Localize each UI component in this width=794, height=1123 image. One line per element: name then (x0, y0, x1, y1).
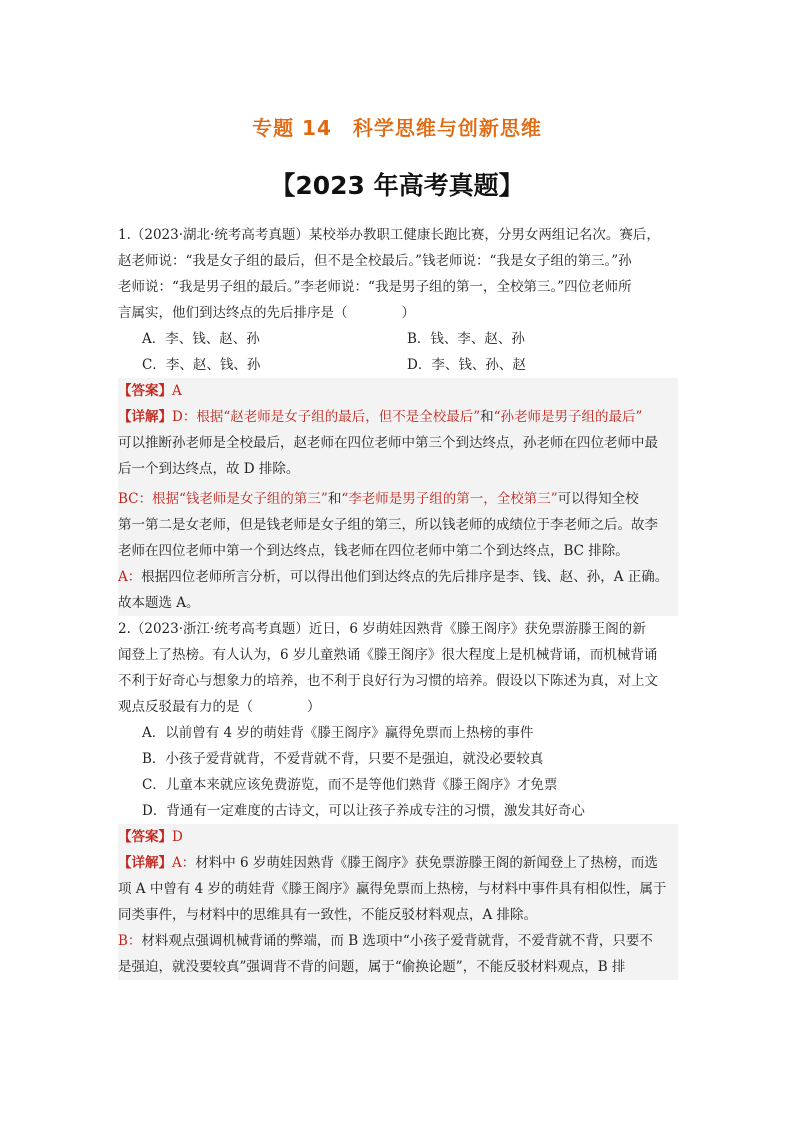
answer-tag: 【答案】 (118, 383, 172, 399)
question-1-detail-line-1: 【详解】D：根据“赵老师是女子组的最后，但不是全校最后”和“孙老师是男子组的最后” (118, 409, 643, 425)
detail-tag: 【详解】 (118, 409, 172, 425)
question-2-option-d: D．背通有一定难度的古诗文，可以让孩子养成专注的习惯，激发其好奇心 (142, 803, 585, 819)
question-1-option-c: C．李、赵、钱、孙 (142, 357, 261, 373)
question-2-line-2: 闻登上了热榜。有人认为，6 岁儿童熟诵《滕王阁序》很大程度上是机械背诵，而机械背诵 (118, 647, 658, 663)
question-2-detail-line-1: 【详解】A：材料中 6 岁萌娃因熟背《滕王阁序》获免票游滕王阁的新闻登上了热榜，而选 (118, 855, 658, 871)
question-2-option-b: B．小孩子爱背就背，不爱背就不背，只要不是强迫，就没必要较真 (142, 751, 544, 767)
content-body (118, 222, 678, 980)
question-1-detail-line-8: 故本题选 A。 (118, 595, 200, 611)
question-2-detail-line-4: B：材料观点强调机械背诵的弊端，而 B 选项中“小孩子爱背就背，不爱背就不背，只要不 (118, 933, 653, 949)
question-1-detail-line-7: A：根据四位老师所言分析，可以得出他们到达终点的先后排序是李、钱、赵、孙，A 正确。 (118, 569, 669, 585)
question-1-answer (118, 378, 678, 404)
question-1-detail-line-4: BC：根据“钱老师是女子组的第三”和“李老师是男子组的第一，全校第三”可以得知全校 (118, 491, 639, 507)
question-1-line-4: 言属实，他们到达终点的先后排序是（ ） (118, 305, 415, 321)
answer-value: A (172, 383, 182, 399)
detail-tag: 【详解】 (118, 855, 172, 871)
question-2-answer-block (118, 824, 678, 980)
question-2-option-c: C．儿童本来就应该免费游览，而不是等他们熟背《滕王阁序》才免票 (142, 777, 558, 793)
question-2-option-a: A．以前曾有 4 岁的萌娃背《滕王阁序》赢得免票而上热榜的事件 (142, 725, 534, 741)
question-2 (118, 616, 678, 824)
question-1-option-a: A．李、钱、赵、孙 (142, 331, 260, 347)
answer-tag: 【答案】 (118, 829, 172, 845)
question-1-detail-line-6: 老师在四位老师中第一个到达终点，钱老师在四位老师中第二个到达终点，BC 排除。 (118, 543, 629, 559)
question-1-detail-line-5: 第一第二是女老师，但是钱老师是女子组的第三，所以钱老师的成绩位于李老师之后。故李 (118, 517, 658, 533)
question-1-options-row-2 (118, 352, 678, 378)
question-2-answer (118, 824, 678, 850)
question-1-option-b: B．钱、李、赵、孙 (407, 331, 525, 347)
question-2-detail-line-2: 项 A 中曾有 4 岁的萌娃背《滕王阁序》赢得免票而上热榜，与材料中事件具有相似性，属于 (118, 881, 667, 897)
question-1-detail-line-2: 可以推断孙老师是全校最后，赵老师在四位老师中第三个到达终点，孙老师在四位老师中最 (118, 435, 658, 451)
question-1-answer-block (118, 378, 678, 616)
question-1-line-1: 1.（2023·湖北·统考高考真题）某校举办教职工健康长跑比赛，分男女两组记名次。赛后， (118, 227, 660, 243)
question-2-line-1: 2.（2023·浙江·统考高考真题）近日，6 岁萌娃因熟背《滕王阁序》获免票游滕王阁的新 (118, 621, 646, 637)
question-2-detail-line-3: 同类事件，与材料中的思维具有一致性，不能反驳材料观点，A 排除。 (118, 907, 538, 923)
question-1-detail-line-3: 后一个到达终点，故 D 排除。 (118, 461, 300, 477)
question-1-line-3: 老师说：“我是男子组的最后。”李老师说：“我是男子组的第一，全校第三。”四位老师所 (118, 279, 632, 295)
question-1-option-d: D．李、钱、孙、赵 (407, 357, 526, 373)
question-2-line-4: 观点反驳最有力的是（ ） (118, 699, 321, 715)
section-heading: 【2023 年高考真题】 (270, 171, 524, 200)
question-2-line-3: 不利于好奇心与想象力的培养，也不利于良好行为习惯的培养。假设以下陈述为真，对上文 (118, 673, 658, 689)
page-title: 专题 14 科学思维与创新思维 (252, 116, 542, 140)
question-2-detail-line-5: 是强迫，就没要较真”强调背不背的问题，属于“偷换论题”，不能反驳材料观点，B 排 (118, 959, 626, 975)
question-1 (118, 222, 678, 378)
question-1-options-row-1 (118, 326, 678, 352)
question-1-line-2: 赵老师说：“我是女子组的最后，但不是全校最后。”钱老师说：“我是女子组的第三。”孙 (118, 253, 632, 269)
answer-value: D (172, 829, 183, 845)
